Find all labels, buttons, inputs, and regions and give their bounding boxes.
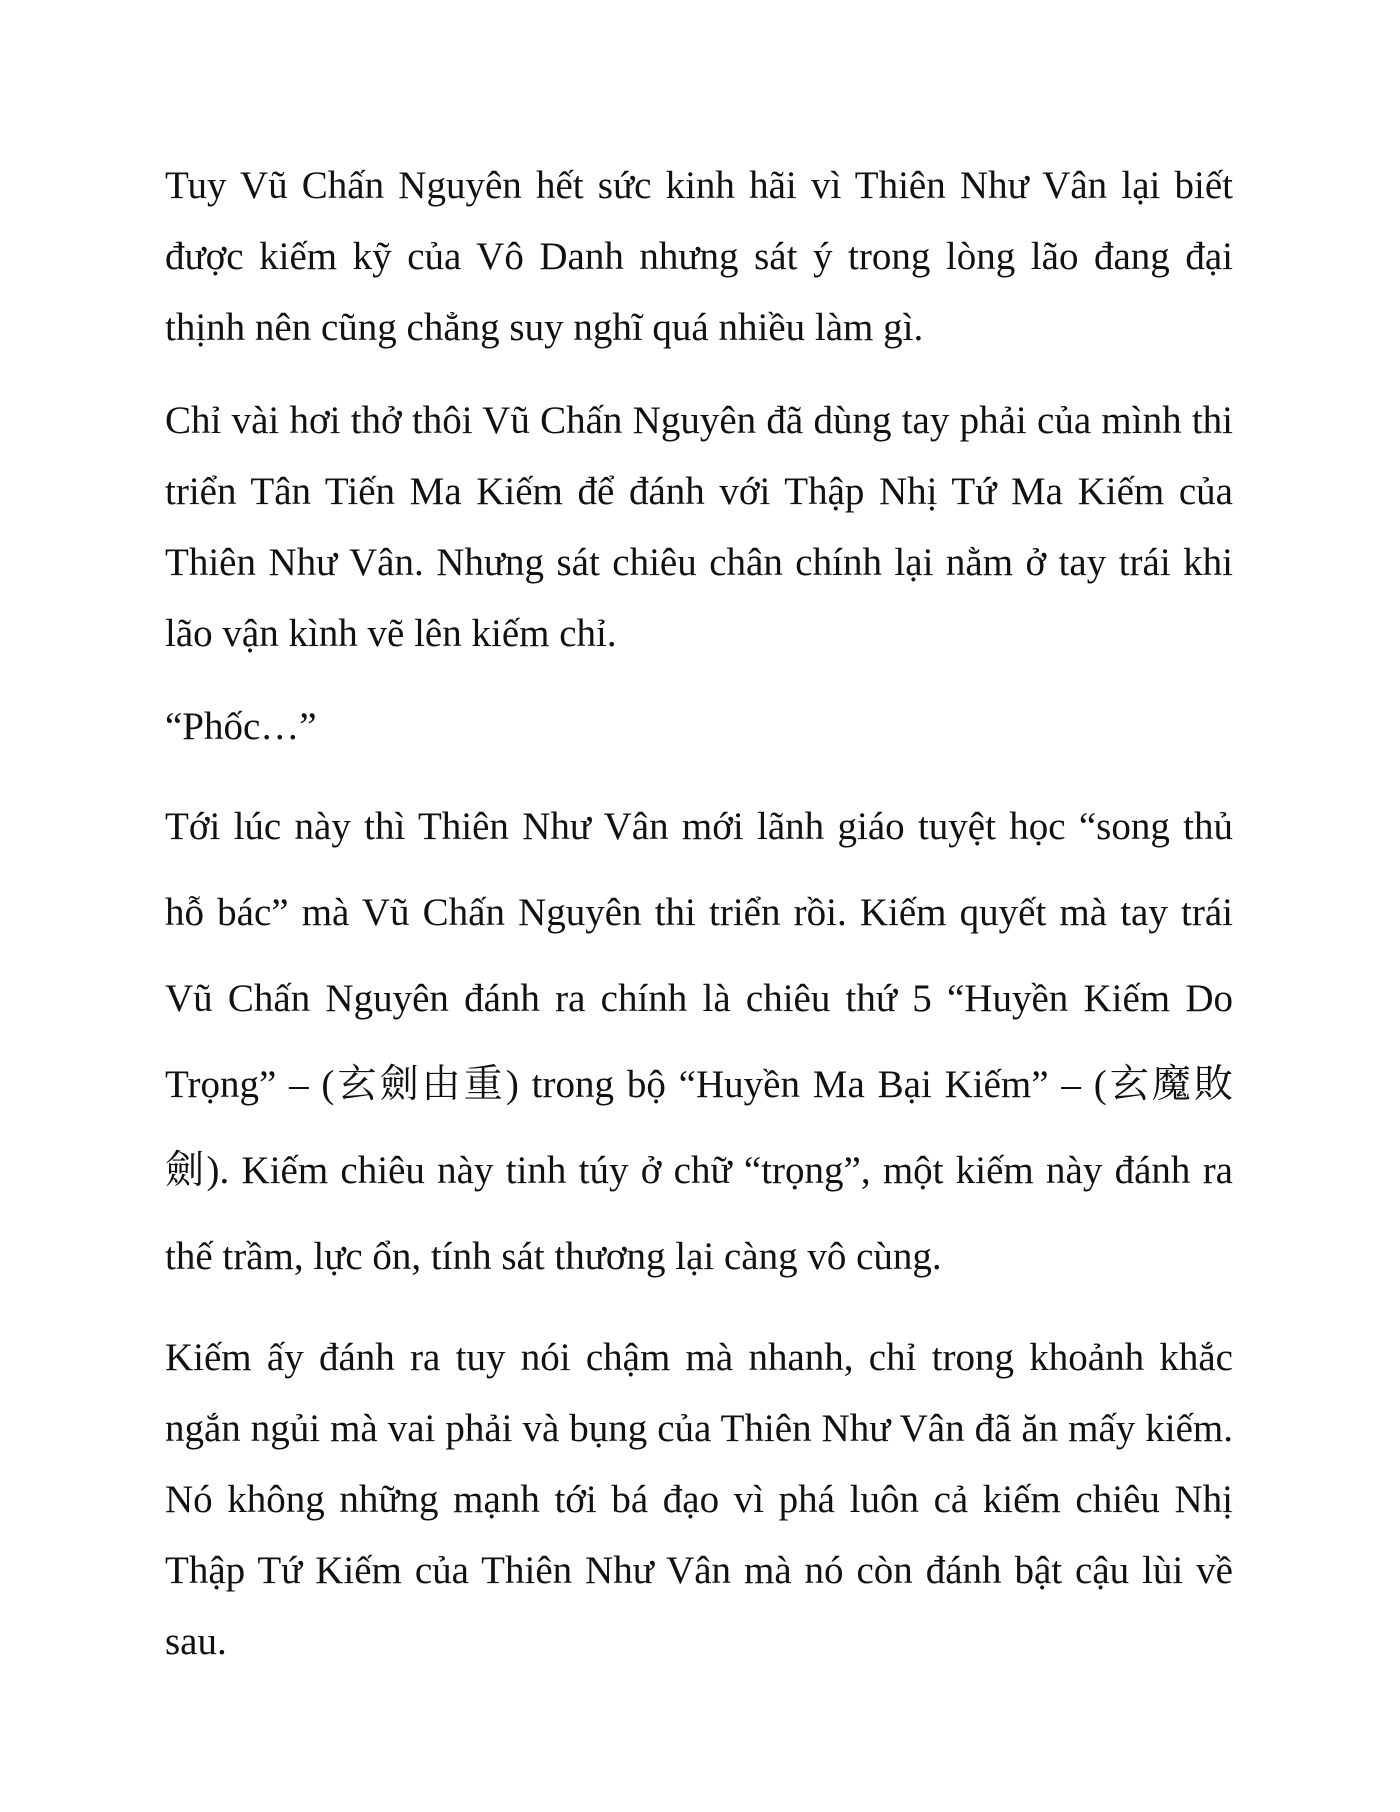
paragraph-3: “Phốc…” [165, 705, 317, 748]
paragraph-5: Kiếm ấy đánh ra tuy nói chậm mà nhanh, chỉ trong khoảnh khắc ngắn ngủi mà vai phải và bụng của Thiên Như Vân đã ăn mấy kiếm. Nó không những mạnh tới bá đạo vì phá luôn cả kiếm chiêu Nhị Thập Tứ Kiếm của Thiên Như Vân mà nó còn đánh bật cậu lùi về sau. [165, 1336, 1233, 1663]
paragraph-1: Tuy Vũ Chấn Nguyên hết sức kinh hãi vì Thiên Như Vân lại biết được kiếm kỹ của Vô Danh nhưng sát ý trong lòng lão đang đại thịnh nên cũng chẳng suy nghĩ quá nhiều làm gì. [165, 164, 1233, 349]
paragraph-2: Chỉ vài hơi thở thôi Vũ Chấn Nguyên đã dùng tay phải của mình thi triển Tân Tiến Ma Kiếm để đánh với Thập Nhị Tứ Ma Kiếm của Thiên Như Vân. Nhưng sát chiêu chân chính lại nằm ở tay trái khi lão vận kình vẽ lên kiếm chỉ. [165, 399, 1233, 655]
document-body [165, 150, 1233, 1677]
paragraph-4: Tới lúc này thì Thiên Như Vân mới lãnh giáo tuyệt học “song thủ hỗ bác” mà Vũ Chấn Nguyên thi triển rồi. Kiếm quyết mà tay trái Vũ Chấn Nguyên đánh ra chính là chiêu thứ 5 “Huyền Kiếm Do Trọng” – (玄劍由重) trong bộ “Huyền Ma Bại Kiếm” – (玄魔敗劍). Kiếm chiêu này tinh túy ở chữ “trọng”, một kiếm này đánh ra thế trầm, lực ổn, tính sát thương lại càng vô cùng. [165, 805, 1233, 1278]
